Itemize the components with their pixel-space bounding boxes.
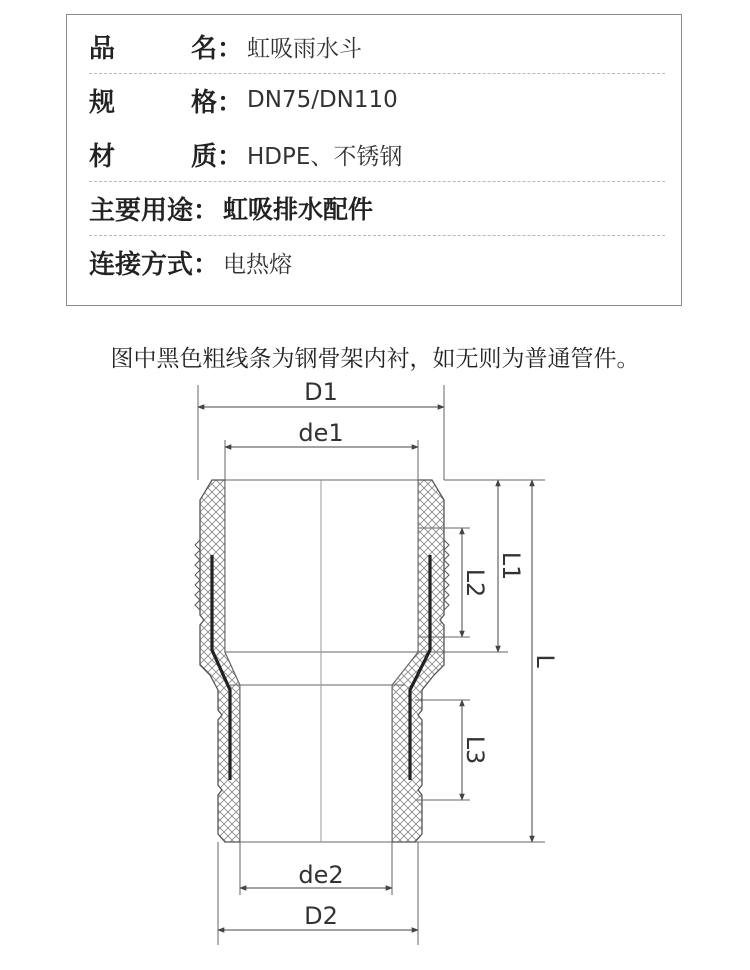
spec-colon: ： <box>217 33 244 64</box>
spec-value-connection: 电热熔 <box>223 251 293 278</box>
spec-label-char: 品 <box>89 33 116 64</box>
spec-table <box>66 14 682 306</box>
dim-label-L3: L3 <box>461 735 489 765</box>
spec-row-usage <box>89 181 665 236</box>
technical-drawing <box>0 370 750 970</box>
spec-label-usage: 主要用途： <box>89 195 220 226</box>
spec-label-char: 质 <box>190 141 217 172</box>
spec-label-char: 材 <box>89 141 116 172</box>
spec-row-name <box>89 19 665 74</box>
dim-label-de1: de1 <box>298 419 344 447</box>
drawing-caption: 图中黑色粗线条为钢骨架内衬，如无则为普通管件。 <box>110 346 640 372</box>
dim-label-L2: L2 <box>461 568 489 598</box>
dim-label-D1: D1 <box>304 378 338 406</box>
spec-value-size: DN75/DN110 <box>247 87 398 113</box>
spec-colon: ： <box>217 141 244 172</box>
dim-label-D2: D2 <box>304 902 338 930</box>
right-serration <box>444 540 449 610</box>
spec-value-material: HDPE、不锈钢 <box>247 143 403 170</box>
left-serration <box>195 540 200 610</box>
fitting-body <box>195 480 449 842</box>
spec-label-char: 规 <box>89 87 116 118</box>
dim-label-de2: de2 <box>298 861 344 889</box>
dim-label-L: L <box>531 654 559 668</box>
spec-colon: ： <box>217 87 244 118</box>
spec-row-material <box>89 127 665 182</box>
spec-value-usage: 虹吸排水配件 <box>223 195 374 224</box>
spec-label-size <box>89 82 217 119</box>
spec-label-name <box>89 28 217 65</box>
spec-label-connection: 连接方式： <box>89 249 220 280</box>
spec-label-char: 名 <box>190 33 217 64</box>
spec-label-char: 格 <box>190 87 217 118</box>
spec-row-size <box>89 73 665 127</box>
lower-bore <box>240 685 392 842</box>
spec-label-material <box>89 136 217 173</box>
dim-label-L1: L1 <box>497 551 525 581</box>
spec-row-connection <box>89 235 665 289</box>
spec-value-name: 虹吸雨水斗 <box>247 35 363 62</box>
